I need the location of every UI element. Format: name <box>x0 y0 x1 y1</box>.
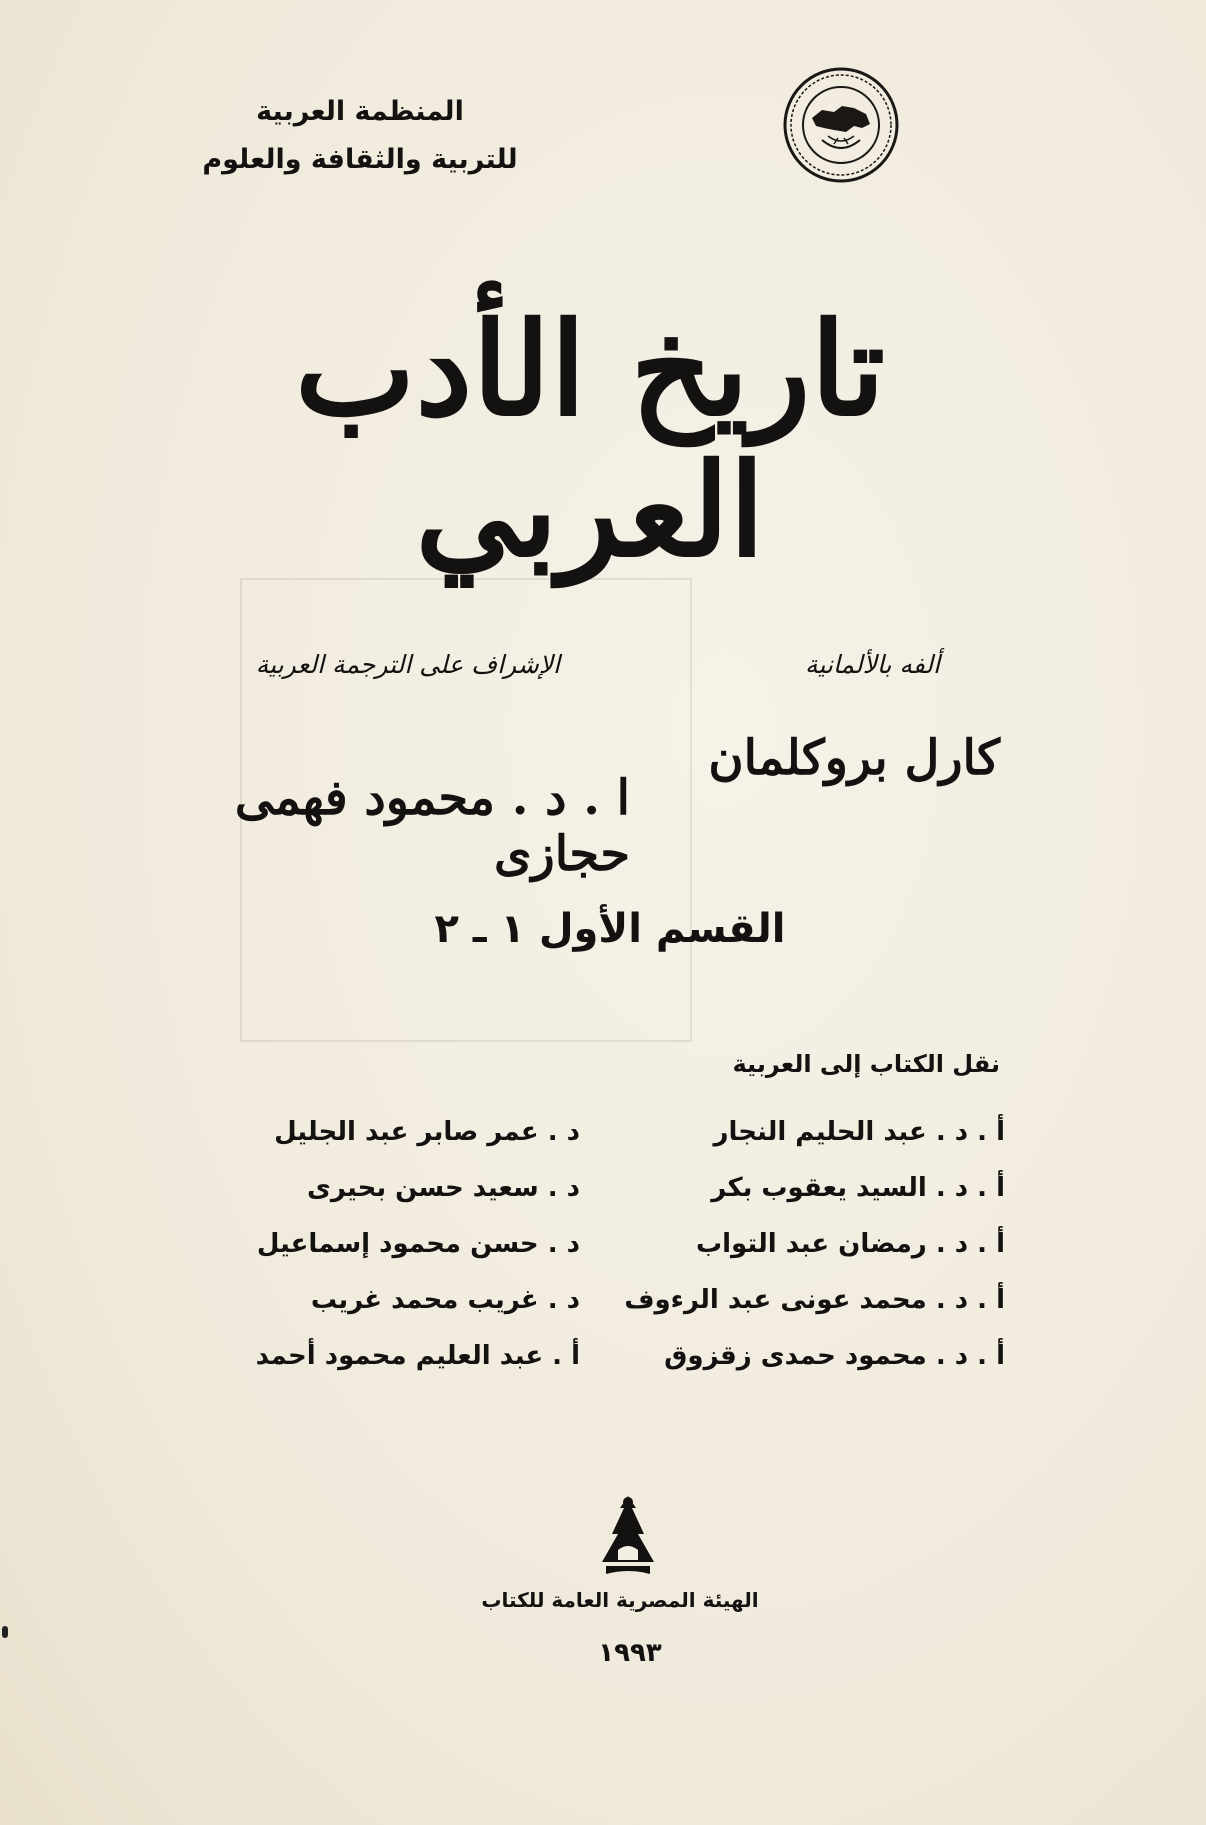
translator-name: د . غريب محمد غريب <box>310 1285 580 1315</box>
translator-name: أ . د . محمد عونى عبد الرءوف <box>624 1285 1005 1315</box>
organization-line-2: للتربية والثقافة والعلوم <box>202 144 518 175</box>
author-name: كارل بروكلمان <box>708 730 1000 786</box>
translator-name: د . عمر صابر عبد الجليل <box>274 1117 580 1147</box>
translator-name: أ . د . رمضان عبد التواب <box>696 1229 1005 1259</box>
book-title: تاريخ الأدب العربي <box>294 295 886 586</box>
translator-name: أ . عبد العليم محمود أحمد <box>255 1341 580 1371</box>
author-role: ألفه بالألمانية <box>805 650 940 679</box>
supervisor-role: الإشراف على الترجمة العربية <box>255 650 560 679</box>
scan-speck <box>2 1626 8 1638</box>
translators-heading: نقل الكتاب إلى العربية <box>732 1050 1000 1078</box>
organization-line-1: المنظمة العربية <box>256 96 464 127</box>
publisher-name: الهيئة المصرية العامة للكتاب <box>481 1588 759 1612</box>
translator-name: د . حسن محمود إسماعيل <box>256 1229 580 1259</box>
translators-right-column <box>585 1104 1005 1384</box>
translator-name: أ . د . محمود حمدى زقزوق <box>664 1341 1005 1371</box>
translator-name: أ . د . عبد الحليم النجار <box>713 1117 1005 1147</box>
publisher-emblem-icon <box>592 1490 664 1580</box>
alecso-seal-icon <box>782 66 900 184</box>
translator-name: د . سعيد حسن بحيرى <box>306 1173 580 1203</box>
supervisor-name: ا . د . محمود فهمى حجازى <box>234 770 630 882</box>
translator-name: أ . د . السيد يعقوب بكر <box>711 1173 1005 1203</box>
publication-year: ١٩٩٣ <box>598 1638 662 1668</box>
organization-name <box>180 88 540 184</box>
translators-left-column <box>160 1104 580 1384</box>
part-label: القسم الأول ١ ـ ٢ <box>434 906 786 952</box>
